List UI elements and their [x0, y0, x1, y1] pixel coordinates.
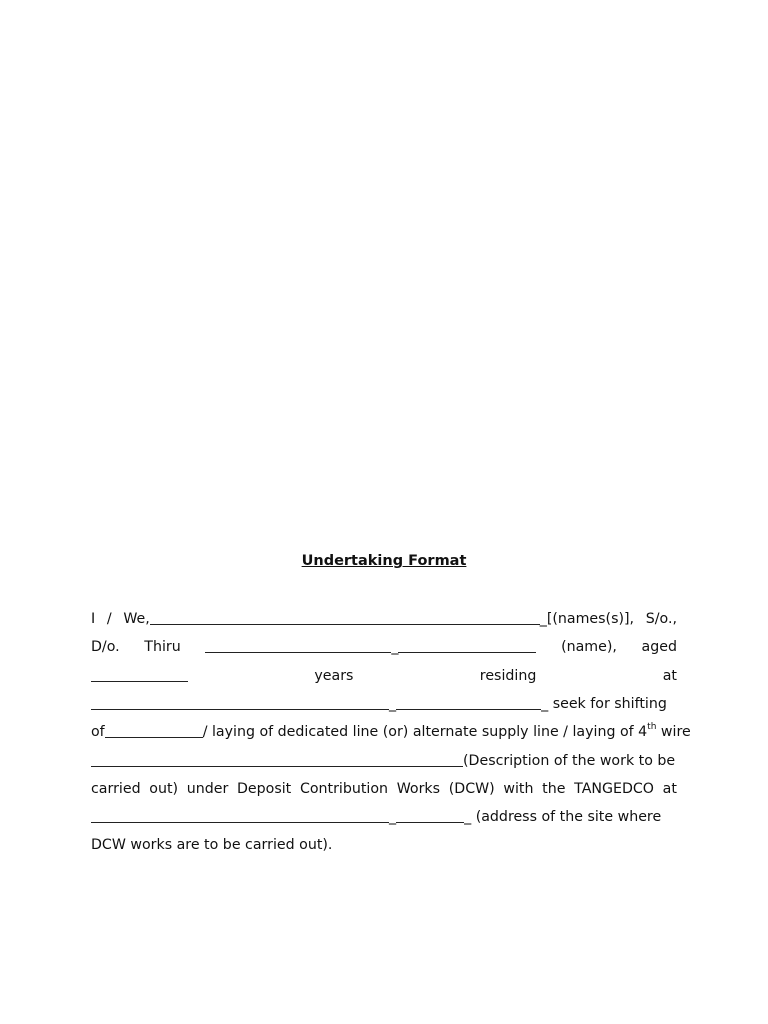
- paragraph-line-5: [91, 722, 691, 742]
- text-seek-shifting: _ seek for shifting: [541, 696, 667, 712]
- work-description-blank[interactable]: [91, 765, 463, 767]
- text-tangedco: TANGEDCO: [574, 781, 654, 797]
- father-name-field-group: [205, 637, 536, 657]
- text-underscore: _: [389, 696, 397, 712]
- text-out: out): [149, 781, 179, 797]
- text-under: under: [186, 781, 229, 797]
- text-the: the: [542, 781, 566, 797]
- text-do: D/o.: [91, 639, 120, 655]
- paragraph-line-6: [91, 751, 677, 771]
- text-underscore: _: [391, 639, 399, 655]
- father-name-blank-2[interactable]: [398, 651, 536, 653]
- site-address-blank-2[interactable]: [396, 821, 464, 823]
- residence-blank-1[interactable]: [91, 708, 389, 710]
- paragraph-line-7: [91, 779, 677, 799]
- item-blank[interactable]: [105, 736, 203, 738]
- paragraph-line-4: [91, 694, 677, 714]
- paragraph-line-2: [91, 637, 677, 657]
- text-slash: /: [106, 611, 112, 627]
- text-at: at: [662, 781, 677, 797]
- father-name-blank-1[interactable]: [205, 651, 391, 653]
- site-address-blank-1[interactable]: [91, 821, 389, 823]
- text-dcw: (DCW): [448, 781, 495, 797]
- text-of: of: [91, 724, 105, 740]
- text-name-label: (name),: [561, 639, 617, 655]
- text-aged: aged: [641, 639, 677, 655]
- text-years: years: [314, 668, 354, 684]
- text-works: Works: [396, 781, 441, 797]
- text-names-label: _[(names(s)],: [539, 611, 635, 627]
- residence-blank-2[interactable]: [396, 708, 541, 710]
- text-superscript-th: th: [647, 722, 657, 733]
- text-carried: carried: [91, 781, 141, 797]
- text-at: at: [662, 668, 677, 684]
- paragraph-line-3: [91, 666, 677, 686]
- text-underscore: _: [389, 809, 397, 825]
- age-blank[interactable]: [91, 680, 188, 682]
- names-field-group: [123, 609, 634, 629]
- text-dcw-works: DCW works are to be carried out).: [91, 837, 333, 853]
- names-blank[interactable]: [150, 623, 540, 625]
- paragraph-line-9: [91, 835, 677, 855]
- text-we: We,: [123, 611, 150, 627]
- text-so: S/o.,: [645, 611, 677, 627]
- text-deposit: Deposit: [237, 781, 292, 797]
- text-laying-dedicated-line: / laying of dedicated line (or) alternate supply line / laying of 4: [202, 724, 648, 740]
- paragraph-line-1: [91, 609, 677, 629]
- text-address-label: _ (address of the site where: [464, 809, 662, 825]
- document-title: Undertaking Format: [301, 553, 467, 569]
- text-with: with: [503, 781, 534, 797]
- text-i: I: [91, 611, 96, 627]
- paragraph-line-8: [91, 807, 677, 827]
- text-wire: wire: [656, 724, 691, 740]
- text-contribution: Contribution: [299, 781, 389, 797]
- text-residing: residing: [479, 668, 537, 684]
- text-description-label: (Description of the work to be: [463, 753, 676, 769]
- text-thiru: Thiru: [144, 639, 181, 655]
